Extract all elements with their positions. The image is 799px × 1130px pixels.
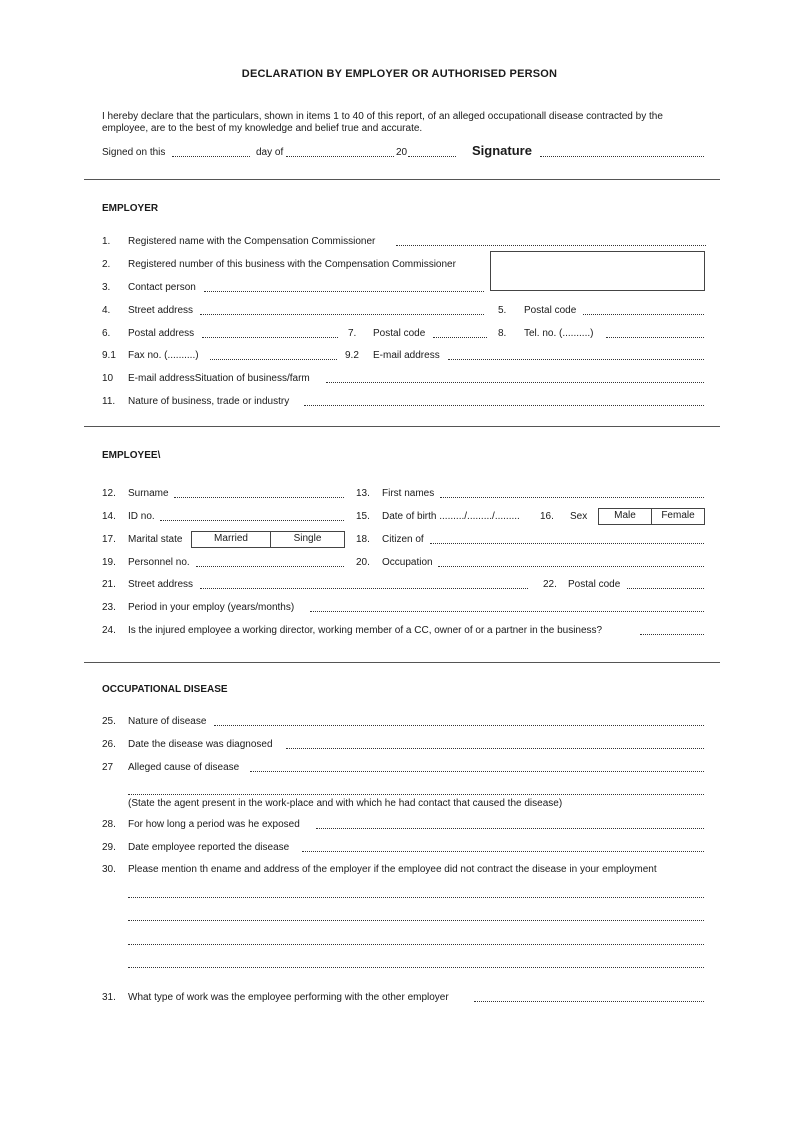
- date-diagnosed-field[interactable]: [286, 748, 704, 749]
- alleged-cause-note: (State the agent present in the work-place and with which he had contact that caused the disease): [128, 798, 563, 809]
- declaration-line-1: I hereby declare that the particulars, shown in items 1 to 40 of this report, of an alleged occupationall disease contracted by the: [102, 111, 663, 122]
- item-number: 25.: [102, 716, 116, 727]
- alleged-cause-label: Alleged cause of disease: [128, 762, 240, 773]
- item-number: 7.: [348, 328, 357, 339]
- postal-address-field[interactable]: [202, 337, 338, 338]
- date-reported-field[interactable]: [302, 851, 704, 852]
- working-director-label: Is the injured employee a working director, working member of a CC, owner of or a partner in the business?: [128, 625, 603, 636]
- item-number: 1.: [102, 236, 111, 247]
- employer-street-postal-code-field[interactable]: [583, 314, 704, 315]
- item-number: 6.: [102, 328, 111, 339]
- item-number: 10: [102, 373, 114, 384]
- exposure-period-field[interactable]: [316, 828, 704, 829]
- situation-field[interactable]: [326, 382, 704, 383]
- item-number: 11.: [102, 396, 116, 407]
- situation-label: E-mail addressSituation of business/farm: [128, 373, 310, 384]
- other-employer-label: Please mention th ename and address of the employer if the employee did not contract the disease in your employment: [128, 864, 657, 875]
- date-reported-label: Date employee reported the disease: [128, 842, 290, 853]
- marital-state-label: Marital state: [128, 534, 183, 545]
- employer-heading: EMPLOYER: [102, 203, 159, 214]
- registered-name-field[interactable]: [396, 245, 706, 246]
- employee-street-address-label: Street address: [128, 579, 194, 590]
- item-number: 19.: [102, 557, 116, 568]
- tel-no-field[interactable]: [606, 337, 704, 338]
- other-employer-field-3[interactable]: [128, 944, 704, 945]
- registered-number-label: Registered number of this business with the Compensation Commissioner: [128, 259, 456, 270]
- item-number: 26.: [102, 739, 116, 750]
- nature-of-business-label: Nature of business, trade or industry: [128, 396, 290, 407]
- item-number: 18.: [356, 534, 370, 545]
- divider: [84, 426, 720, 427]
- fax-no-label: Fax no. (..........): [128, 350, 199, 361]
- item-number: 2.: [102, 259, 111, 270]
- other-employer-field-4[interactable]: [128, 967, 704, 968]
- sex-option-female[interactable]: Female: [651, 508, 705, 525]
- item-number: 28.: [102, 819, 116, 830]
- day-of-label: day of: [256, 147, 284, 158]
- alleged-cause-field-2[interactable]: [128, 794, 704, 795]
- employee-postal-code-label: Postal code: [568, 579, 621, 590]
- item-number: 29.: [102, 842, 116, 853]
- item-number: 23.: [102, 602, 116, 613]
- page-title: DECLARATION BY EMPLOYER OR AUTHORISED PERSON: [241, 68, 558, 80]
- item-number: 16.: [540, 511, 554, 522]
- personnel-no-field[interactable]: [196, 566, 344, 567]
- email-address-label: E-mail address: [373, 350, 440, 361]
- sex-label: Sex: [570, 511, 588, 522]
- signature-label: Signature: [472, 143, 532, 158]
- item-number: 15.: [356, 511, 370, 522]
- divider: [84, 662, 720, 663]
- surname-field[interactable]: [174, 497, 344, 498]
- signed-month-field[interactable]: [286, 156, 394, 157]
- declaration-line-2: employee, are to the best of my knowledge and belief true and accurate.: [102, 123, 423, 134]
- personnel-no-label: Personnel no.: [128, 557, 190, 568]
- nature-of-disease-field[interactable]: [214, 725, 704, 726]
- employer-postal-code-label: Postal code: [373, 328, 426, 339]
- marital-option-single[interactable]: Single: [270, 531, 345, 548]
- id-no-label: ID no.: [128, 511, 155, 522]
- other-employer-field-2[interactable]: [128, 920, 704, 921]
- item-number: 27: [102, 762, 114, 773]
- employer-postal-code-field[interactable]: [433, 337, 487, 338]
- surname-label: Surname: [128, 488, 169, 499]
- occupation-field[interactable]: [438, 566, 704, 567]
- period-employ-field[interactable]: [310, 611, 704, 612]
- signed-day-field[interactable]: [172, 156, 250, 157]
- alleged-cause-field[interactable]: [250, 771, 704, 772]
- item-number: 21.: [102, 579, 116, 590]
- item-number: 24.: [102, 625, 116, 636]
- item-number: 22.: [543, 579, 557, 590]
- registered-name-label: Registered name with the Compensation Commissioner: [128, 236, 376, 247]
- employer-street-postal-code-label: Postal code: [524, 305, 577, 316]
- item-number: 14.: [102, 511, 116, 522]
- tel-no-label: Tel. no. (..........): [524, 328, 594, 339]
- fax-no-field[interactable]: [210, 359, 337, 360]
- sex-option-male[interactable]: Male: [598, 508, 652, 525]
- item-number: 31.: [102, 992, 116, 1003]
- disease-heading: OCCUPATIONAL DISEASE: [102, 684, 228, 695]
- signed-on-label: Signed on this: [102, 147, 166, 158]
- citizen-of-field[interactable]: [430, 543, 704, 544]
- occupation-label: Occupation: [382, 557, 433, 568]
- item-number: 8.: [498, 328, 507, 339]
- item-number: 30.: [102, 864, 116, 875]
- item-number: 17.: [102, 534, 116, 545]
- item-number: 12.: [102, 488, 116, 499]
- other-work-type-label: What type of work was the employee performing with the other employer: [128, 992, 449, 1003]
- employee-street-address-field[interactable]: [200, 588, 528, 589]
- nature-of-disease-label: Nature of disease: [128, 716, 207, 727]
- date-diagnosed-label: Date the disease was diagnosed: [128, 739, 273, 750]
- registered-number-box[interactable]: [490, 251, 705, 291]
- signed-year-field[interactable]: [408, 156, 456, 157]
- contact-person-label: Contact person: [128, 282, 196, 293]
- item-number: 5.: [498, 305, 507, 316]
- nature-of-business-field[interactable]: [304, 405, 704, 406]
- employee-postal-code-field[interactable]: [627, 588, 704, 589]
- street-address-label: Street address: [128, 305, 194, 316]
- email-address-field[interactable]: [448, 359, 704, 360]
- item-number: 13.: [356, 488, 370, 499]
- employee-heading: EMPLOYEE\: [102, 450, 161, 461]
- marital-option-married[interactable]: Married: [191, 531, 271, 548]
- period-employ-label: Period in your employ (years/months): [128, 602, 295, 613]
- first-names-label: First names: [382, 488, 435, 499]
- date-of-birth-label[interactable]: Date of birth ........./........./.........: [382, 511, 520, 522]
- contact-person-field[interactable]: [204, 291, 484, 292]
- item-number: 9.2: [345, 350, 359, 361]
- other-work-type-field[interactable]: [474, 1001, 704, 1002]
- citizen-of-label: Citizen of: [382, 534, 424, 545]
- year-prefix-label: 20: [396, 147, 408, 158]
- working-director-field[interactable]: [640, 634, 704, 635]
- signature-field[interactable]: [540, 156, 704, 157]
- exposure-period-label: For how long a period was he exposed: [128, 819, 300, 830]
- first-names-field[interactable]: [440, 497, 704, 498]
- divider: [84, 179, 720, 180]
- postal-address-label: Postal address: [128, 328, 195, 339]
- item-number: 4.: [102, 305, 111, 316]
- item-number: 20.: [356, 557, 370, 568]
- item-number: 3.: [102, 282, 111, 293]
- id-no-field[interactable]: [160, 520, 344, 521]
- other-employer-field-1[interactable]: [128, 897, 704, 898]
- street-address-field[interactable]: [200, 314, 484, 315]
- item-number: 9.1: [102, 350, 116, 361]
